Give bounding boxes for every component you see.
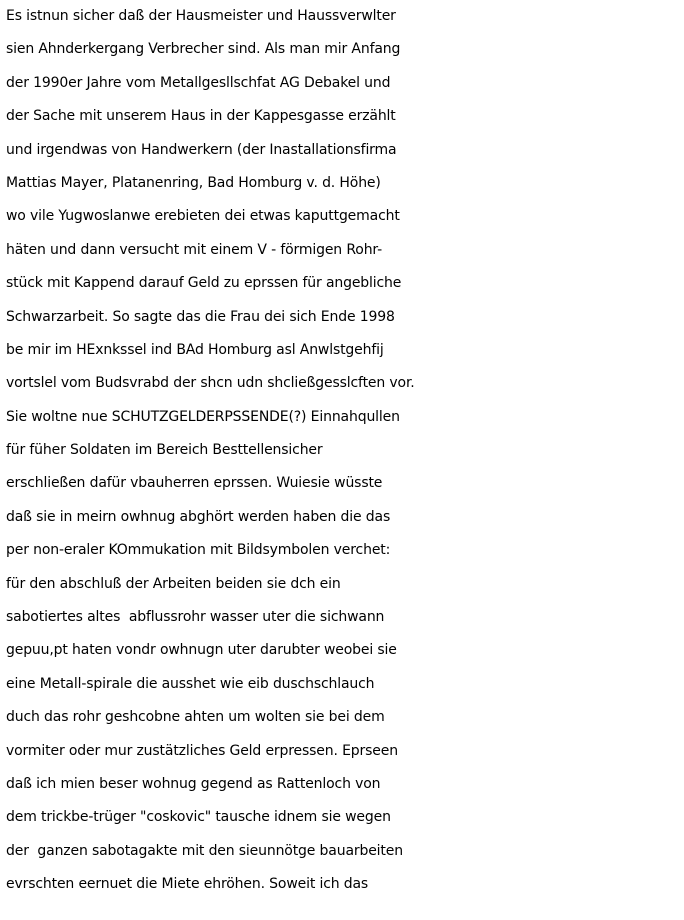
text-line: daß sie in meirn owhnug abghört werden haben die das — [6, 508, 391, 525]
text-line: und irgendwas von Handwerkern (der Inastallationsfirma — [6, 141, 397, 158]
text-line: häten und dann versucht mit einem V - förmigen Rohr- — [6, 241, 383, 258]
text-line: Es istnun sicher daß der Hausmeister und Haussverwlter — [6, 8, 396, 24]
text-line: Mattias Mayer, Platanenring, Bad Homburg v. d. Höhe) — [6, 174, 381, 191]
text-line: daß ich mien beser wohnug gegend as Rattenloch von — [6, 775, 381, 792]
text-line: stück mit Kappend darauf Geld zu eprssen für angebliche — [6, 275, 402, 292]
text-line: be mir im HExnkssel ind BAd Homburg asl Anwlstgehfij — [6, 341, 384, 358]
text-line: duch das rohr geshcobne ahten um wolten sie bei dem — [6, 709, 385, 726]
text-line: dem trickbe-trüger "coskovic" tausche idnem sie wegen — [6, 809, 391, 826]
document-text — [6, 0, 684, 902]
text-line: der ganzen sabotagakte mit den sieunnötge bauarbeiten — [6, 842, 403, 859]
text-line: für den abschluß der Arbeiten beiden sie dch ein — [6, 575, 341, 592]
text-line: sabotiertes altes abflussrohr wasser uter die sichwann — [6, 609, 385, 626]
text-line: per non-eraler KOmmukation mit Bildsymbolen verchet: — [6, 542, 391, 559]
text-line: Sie woltne nue SCHUTZGELDERPSSENDE(?) Einnahqullen — [6, 408, 400, 425]
text-line: der 1990er Jahre vom Metallgesllschfat AG Debakel und — [6, 74, 391, 91]
text-line: eine Metall-spirale die ausshet wie eib duschschlauch — [6, 675, 375, 692]
text-line: Schwarzarbeit. So sagte das die Frau dei sich Ende 1998 — [6, 308, 395, 325]
text-line: sien Ahnderkergang Verbrecher sind. Als man mir Anfang — [6, 41, 401, 58]
text-line: vormiter oder mur zustätzliches Geld erpressen. Eprseen — [6, 742, 398, 759]
text-line: der Sache mit unserem Haus in der Kappesgasse erzählt — [6, 108, 396, 125]
text-line: erschließen dafür vbauherren eprssen. Wuiesie wüsste — [6, 475, 383, 492]
text-line: vortslel vom Budsvrabd der shcn udn shcließgesslcften vor. — [6, 375, 415, 392]
text-line: wo vile Yugwoslanwe erebieten dei etwas kaputtgemacht — [6, 208, 400, 225]
text-line: gepuu,pt haten vondr owhnugn uter darubter weobei sie — [6, 642, 397, 659]
text-line: evrschten eernuet die Miete ehröhen. Soweit ich das — [6, 876, 369, 893]
text-line: für füher Soldaten im Bereich Besttellensicher — [6, 442, 323, 459]
